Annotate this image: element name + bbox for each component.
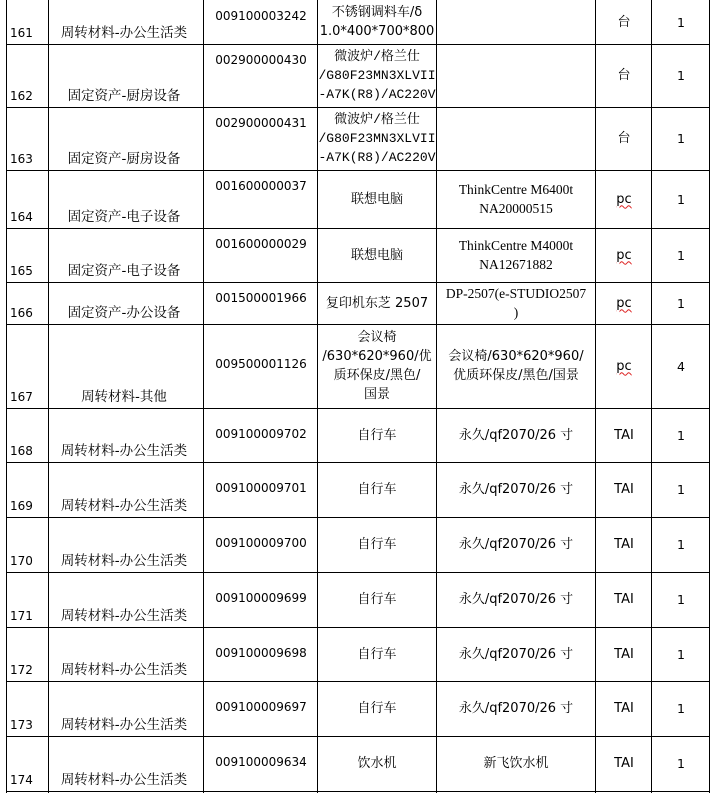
grid-line xyxy=(709,0,710,793)
asset-code-cell: 002900000430 xyxy=(215,53,307,67)
quantity-cell: 1 xyxy=(677,131,685,146)
row-number-cell: 164 xyxy=(10,210,33,224)
asset-name-cell: 自行车 xyxy=(357,592,397,607)
asset-code-cell: 009500001126 xyxy=(215,357,307,371)
table-row xyxy=(0,170,713,228)
grid-line xyxy=(6,0,7,793)
grid-line xyxy=(6,736,709,737)
asset-code-cell: 002900000431 xyxy=(215,116,307,130)
quantity-cell: 1 xyxy=(677,427,685,443)
row-number-cell: 173 xyxy=(10,718,33,732)
category-cell: 周转材料-办公生活类 xyxy=(60,662,188,678)
unit-cell: 台 xyxy=(617,131,631,146)
row-number-cell: 174 xyxy=(10,773,33,787)
grid-line xyxy=(6,517,709,518)
asset-code-cell: 009100009634 xyxy=(215,755,307,769)
asset-code-cell: 009100009699 xyxy=(215,591,307,605)
unit-cell: TAI xyxy=(614,646,634,662)
grid-line xyxy=(317,0,318,793)
quantity-cell: 1 xyxy=(677,247,685,263)
table-row xyxy=(0,44,713,107)
table-row xyxy=(0,517,713,572)
asset-code-cell: 001600000037 xyxy=(215,179,307,193)
grid-line xyxy=(48,0,49,793)
quantity-cell: 1 xyxy=(677,295,685,311)
row-number-cell: 170 xyxy=(10,554,33,568)
model-cell xyxy=(438,0,594,44)
quantity-cell: 1 xyxy=(677,537,685,552)
unit-cell: TAI xyxy=(614,701,634,716)
row-number-cell: 161 xyxy=(10,26,33,40)
unit-cell: pc xyxy=(616,358,632,374)
unit-cell: TAI xyxy=(614,592,634,607)
model-cell: 永久/qf2070/26 寸 xyxy=(458,427,574,443)
category-cell: 固定资产-电子设备 xyxy=(67,209,181,225)
asset-code-cell: 001500001966 xyxy=(215,291,307,305)
row-number-cell: 162 xyxy=(10,89,33,103)
model-cell: ThinkCentre M6400t NA20000515 xyxy=(458,182,574,216)
asset-name-cell: 联想电脑 xyxy=(350,191,403,207)
quantity-cell: 1 xyxy=(677,482,685,497)
model-cell: 永久/qf2070/26 寸 xyxy=(458,646,574,662)
quantity-cell: 1 xyxy=(677,646,685,662)
model-cell: 永久/qf2070/26 寸 xyxy=(458,592,574,607)
asset-name-cell: 复印机东芝 2507 xyxy=(325,295,429,311)
grid-line xyxy=(203,0,204,793)
grid-line xyxy=(6,44,709,45)
unit-cell: pc xyxy=(616,191,632,207)
category-cell: 固定资产-厨房设备 xyxy=(67,88,181,104)
asset-code-cell: 009100009700 xyxy=(215,536,307,550)
row-number-cell: 166 xyxy=(10,306,33,320)
table-row xyxy=(0,627,713,681)
grid-line xyxy=(6,791,709,792)
asset-name-cell: 会议椅 /630*620*960/优 质环保皮/黑色/ 国景 xyxy=(322,330,432,402)
model-cell: DP-2507(e-STUDIO2507 ) xyxy=(445,286,587,320)
unit-cell: TAI xyxy=(614,427,634,443)
asset-name-cell: 自行车 xyxy=(357,646,397,662)
category-cell: 周转材料-办公生活类 xyxy=(60,608,188,624)
table-row xyxy=(0,572,713,627)
quantity-cell: 1 xyxy=(677,701,685,716)
row-number-cell: 172 xyxy=(10,663,33,677)
category-cell: 固定资产-办公设备 xyxy=(67,305,181,321)
table-row xyxy=(0,462,713,517)
asset-code-cell: 009100009698 xyxy=(215,646,307,660)
category-cell: 固定资产-厨房设备 xyxy=(67,151,181,167)
grid-line xyxy=(6,228,709,229)
grid-line xyxy=(6,408,709,409)
model-cell: 永久/qf2070/26 寸 xyxy=(458,537,574,552)
table-row xyxy=(0,0,713,44)
category-cell: 周转材料-其他 xyxy=(81,389,167,405)
model-cell: 永久/qf2070/26 寸 xyxy=(458,701,574,716)
asset-code-cell: 009100009702 xyxy=(215,427,307,441)
asset-code-cell: 009100009701 xyxy=(215,481,307,495)
asset-name-cell: 饮水机 xyxy=(357,756,397,771)
grid-line xyxy=(6,627,709,628)
category-cell: 周转材料-办公生活类 xyxy=(60,25,188,41)
grid-line xyxy=(6,462,709,463)
row-number-cell: 165 xyxy=(10,264,33,278)
model-cell: 新飞饮水机 xyxy=(483,756,549,771)
table-row xyxy=(0,408,713,462)
category-cell: 周转材料-办公生活类 xyxy=(60,553,188,569)
asset-name-cell: 微波炉/格兰仕 /G80F23MN3XLVII -A7K(R8)/AC220V xyxy=(318,49,436,102)
unit-cell: 台 xyxy=(617,68,631,83)
grid-line xyxy=(651,0,652,793)
grid-line xyxy=(6,107,709,108)
grid-line xyxy=(436,0,437,793)
quantity-cell: 1 xyxy=(677,14,685,30)
unit-cell: TAI xyxy=(614,537,634,552)
quantity-cell: 1 xyxy=(677,756,685,771)
row-number-cell: 169 xyxy=(10,499,33,513)
asset-name-cell: 自行车 xyxy=(357,482,397,497)
category-cell: 周转材料-办公生活类 xyxy=(60,443,188,459)
model-cell: ThinkCentre M4000t NA12671882 xyxy=(458,238,574,272)
grid-line xyxy=(595,0,596,793)
row-number-cell: 171 xyxy=(10,609,33,623)
category-cell: 周转材料-办公生活类 xyxy=(60,772,188,788)
quantity-cell: 1 xyxy=(677,191,685,207)
model-cell xyxy=(438,107,594,170)
table-row xyxy=(0,282,713,324)
asset-name-cell: 微波炉/格兰仕 /G80F23MN3XLVII -A7K(R8)/AC220V xyxy=(318,112,436,165)
row-number-cell: 163 xyxy=(10,152,33,166)
grid-line xyxy=(6,572,709,573)
asset-name-cell: 不锈钢调料车/δ 1.0*400*700*800 xyxy=(319,5,435,39)
asset-name-cell: 自行车 xyxy=(357,537,397,552)
asset-name-cell: 自行车 xyxy=(357,701,397,716)
unit-cell: TAI xyxy=(614,482,634,497)
unit-cell: TAI xyxy=(614,756,634,771)
grid-line xyxy=(6,681,709,682)
unit-cell: 台 xyxy=(617,14,631,30)
row-number-cell: 167 xyxy=(10,390,33,404)
asset-code-cell: 009100009697 xyxy=(215,700,307,714)
grid-line xyxy=(6,282,709,283)
grid-line xyxy=(6,170,709,171)
grid-line xyxy=(6,324,709,325)
category-cell: 固定资产-电子设备 xyxy=(67,263,181,279)
row-number-cell: 168 xyxy=(10,444,33,458)
category-cell: 周转材料-办公生活类 xyxy=(60,498,188,514)
table-row xyxy=(0,324,713,408)
unit-cell: pc xyxy=(616,247,632,263)
model-cell xyxy=(438,44,594,107)
asset-code-cell: 001600000029 xyxy=(215,237,307,251)
model-cell: 会议椅/630*620*960/ 优质环保皮/黑色/国景 xyxy=(448,349,584,383)
asset-name-cell: 自行车 xyxy=(357,427,397,443)
table-row xyxy=(0,107,713,170)
model-cell: 永久/qf2070/26 寸 xyxy=(458,482,574,497)
quantity-cell: 1 xyxy=(677,592,685,607)
table-row xyxy=(0,681,713,736)
unit-cell: pc xyxy=(616,295,632,311)
asset-code-cell: 009100003242 xyxy=(215,9,307,23)
quantity-cell: 4 xyxy=(677,358,685,374)
category-cell: 周转材料-办公生活类 xyxy=(60,717,188,733)
asset-name-cell: 联想电脑 xyxy=(350,247,403,263)
table-row xyxy=(0,736,713,791)
quantity-cell: 1 xyxy=(677,68,685,83)
table-row xyxy=(0,228,713,282)
